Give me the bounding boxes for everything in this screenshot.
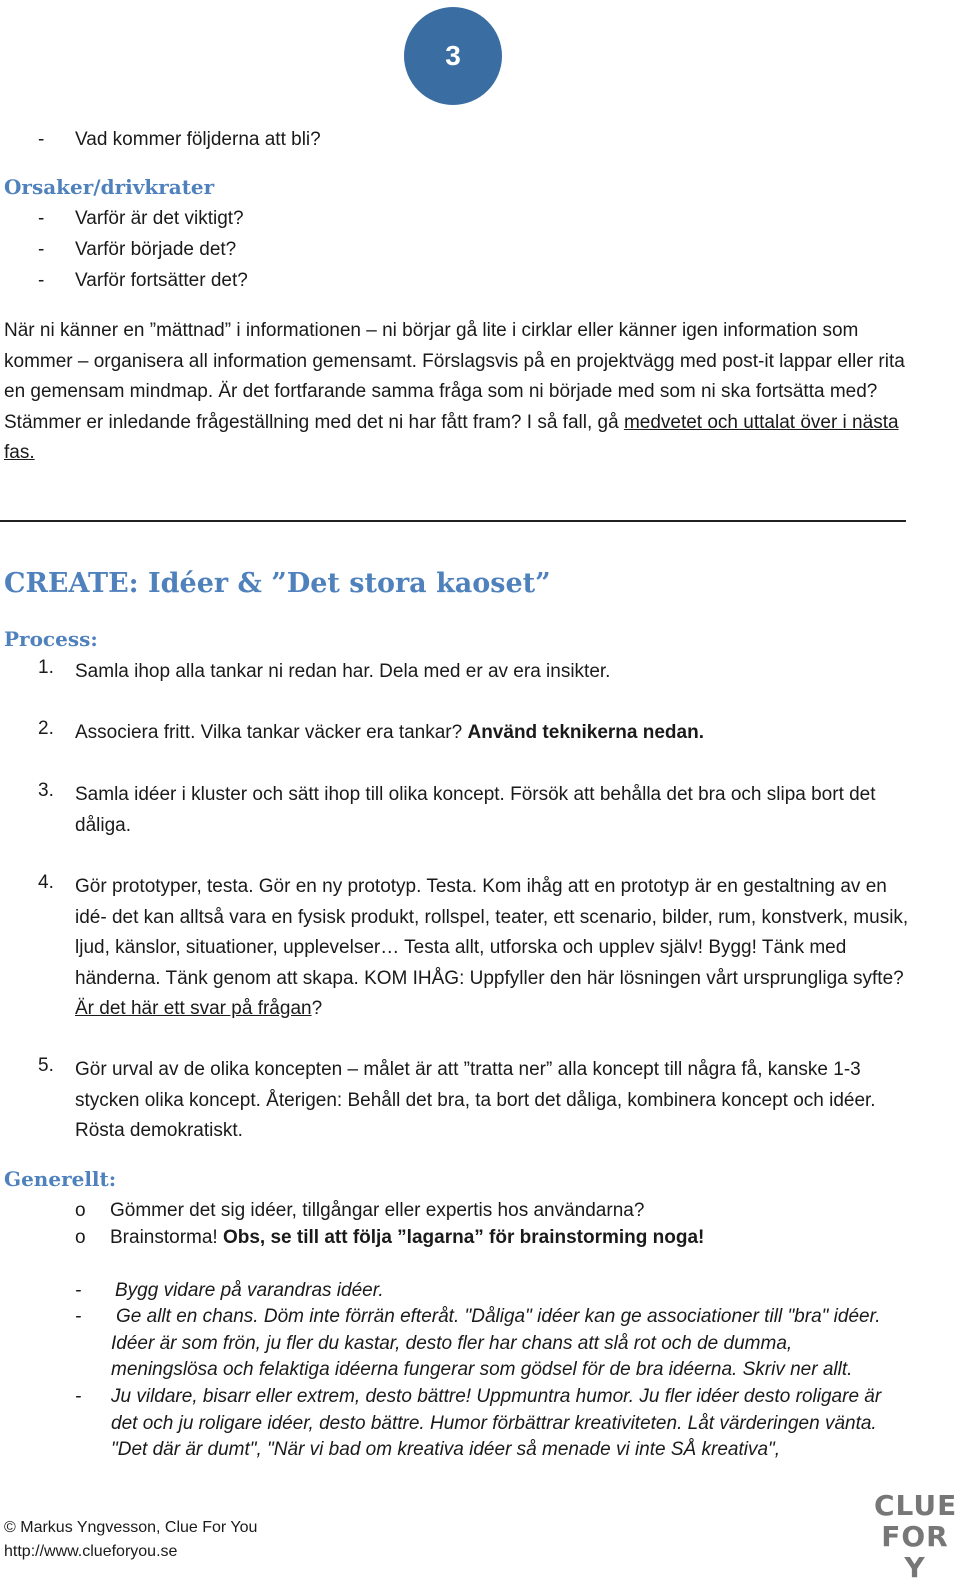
logo-line: Y	[904, 1551, 926, 1584]
intro-dash: -	[38, 129, 45, 150]
step-number: 1.	[38, 657, 54, 678]
intro-item: Vad kommer följderna att bli?	[75, 129, 321, 150]
footer-copyright: © Markus Yngvesson, Clue For You	[4, 1519, 258, 1536]
causes-dash: -	[38, 270, 45, 291]
section-divider	[0, 520, 906, 522]
causes-item: Varför fortsätter det?	[75, 270, 248, 291]
rule-dash: -	[75, 1386, 82, 1407]
bullet-marker: o	[75, 1227, 86, 1248]
step-underlined: Är det här ett svar på frågan	[75, 998, 312, 1019]
bullet-bold: Obs, se till att följa ”lagarna” för brainstorming noga!	[222, 1227, 705, 1248]
rule-item: Ge allt en chans. Döm inte förrän efteråt. "Dåliga" idéer kan ge associationer till "bra" idéer. Idéer är som frön, ju fler du kastar, desto fler har chans att slå rot och de dumma, meningslösa och felaktiga idéerna fungerar som gödsel för de bra idéerna. Skriv ner allt.	[111, 1306, 881, 1380]
general-heading: Generellt:	[4, 1167, 117, 1191]
causes-item: Varför började det?	[75, 239, 237, 260]
rule-item: Ju vildare, bisarr eller extrem, desto bättre! Uppmuntra humor. Ju fler idéer desto roligare är det och ju roligare idéer, desto bättre. Humor förbättrar kreativiteten. Låt värderingen vänta. "Det där är dumt", "När vi bad om kreativa idéer så menade vi inte SÅ kreativa",	[111, 1386, 882, 1460]
rule-dash: -	[75, 1306, 82, 1327]
step-number: 3.	[38, 780, 54, 801]
step-number: 2.	[38, 718, 54, 739]
page-number-badge	[404, 7, 502, 105]
step-text: Samla ihop alla tankar ni redan har. Dela med er av era insikter.	[75, 661, 611, 682]
clue-for-you-logo	[874, 1490, 956, 1583]
bullet-marker: o	[75, 1200, 86, 1221]
paragraph-text: När ni känner en ”mättnad” i informationen – ni börjar gå lite i cirklar eller känner igen information som kommer – organisera all information gemensamt. Förslagsvis på en projektvägg med post-it lappar eller rita en gemensam mindmap. Är det fortfarande samma fråga som ni började med som ni ska fortsätta med? Stämmer er inledande frågeställning med det ni har fått fram? I så fall, gå	[4, 320, 905, 433]
paragraph-underlined: medvetet och uttalat över i nästa fas.	[4, 411, 899, 463]
step-item	[75, 718, 910, 749]
logo-line: CLUE	[874, 1489, 958, 1522]
create-heading: CREATE: Idéer & ”Det stora kaoset”	[4, 568, 551, 599]
logo-line: FOR	[881, 1520, 949, 1553]
bullet-text: Brainstorma!	[110, 1227, 218, 1248]
causes-item: Varför är det viktigt?	[75, 208, 244, 229]
step-bold: Använd teknikerna nedan.	[467, 722, 704, 743]
rule-item: Bygg vidare på varandras idéer.	[115, 1280, 384, 1301]
process-label: Process:	[4, 627, 98, 651]
step-text: Associera fritt. Vilka tankar väcker era tankar?	[75, 722, 463, 743]
step-text: Gör prototyper, testa. Gör en ny prototyp. Testa. Kom ihåg att en prototyp är en gestaltning av en idé- det kan alltså vara en fysisk produkt, rollspel, teater, ett scenario, bilder, rum, konstverk, musik, ljud, känslor, situationer, upplevelser… Testa allt, utforska och upplev själv! Bygg! Tänk med händerna. Tänk genom att skapa. KOM IHÅG: Uppfyller den här lösningen vårt ursprungliga syfte?	[75, 876, 909, 989]
step-number: 5.	[38, 1055, 54, 1076]
step-text: Gör urval av de olika koncepten – målet är att ”tratta ner” alla koncept till några få, kanske 1-3 stycken olika koncept. Återigen: Behåll det bra, ta bort det dåliga, kombinera koncept och idéer. Rösta demokratiskt.	[75, 1059, 876, 1141]
step-tail: ?	[311, 998, 323, 1019]
general-bullet: Gömmer det sig idéer, tillgångar eller expertis hos användarna?	[110, 1200, 645, 1221]
causes-heading: Orsaker/drivkrater	[4, 175, 215, 199]
page-number: 3	[445, 40, 461, 71]
step-number: 4.	[38, 872, 54, 893]
causes-dash: -	[38, 208, 45, 229]
footer-url[interactable]: http://www.clueforyou.se	[4, 1543, 178, 1560]
general-bullet	[110, 1223, 910, 1253]
causes-dash: -	[38, 239, 45, 260]
body-paragraph	[4, 316, 914, 469]
rule-dash: -	[75, 1280, 82, 1301]
step-item	[75, 872, 910, 1025]
step-text: Samla idéer i kluster och sätt ihop till olika koncept. Försök att behålla det bra och slipa bort det dåliga.	[75, 784, 876, 836]
